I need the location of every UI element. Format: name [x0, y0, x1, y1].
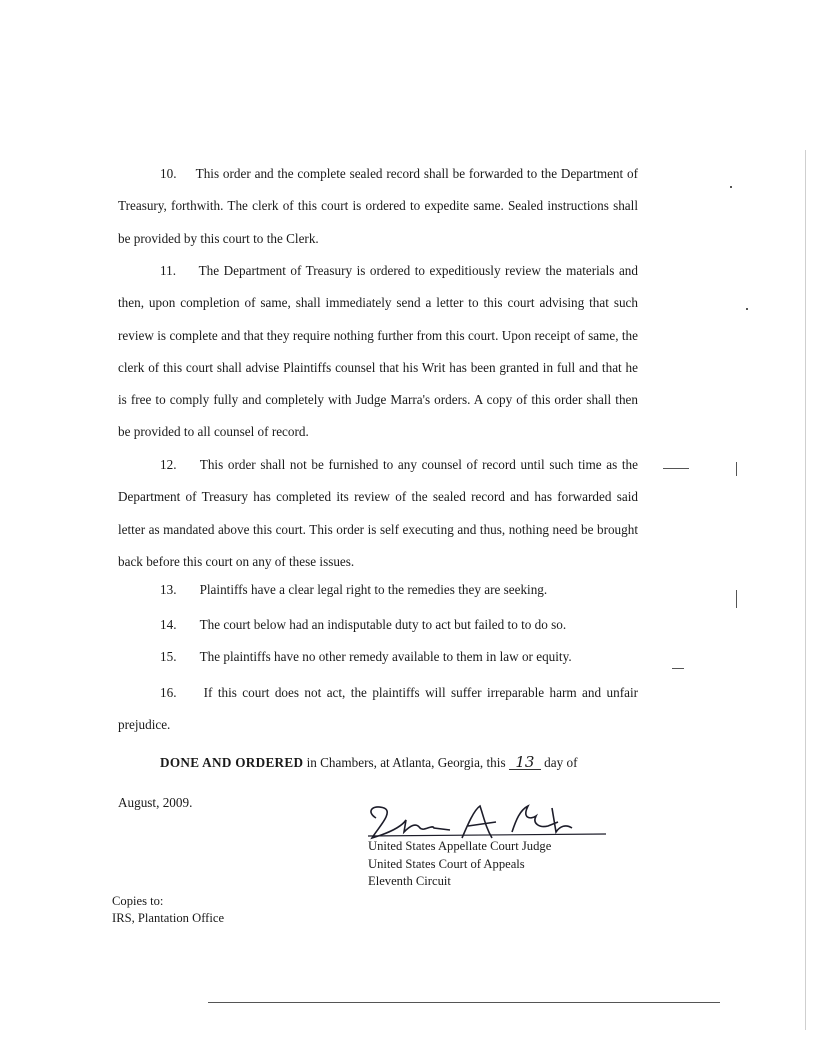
scan-footer-line: [208, 1002, 720, 1003]
paragraph-14: [160, 617, 566, 633]
paragraph-text: The plaintiffs have no other remedy available to them in law or equity.: [199, 649, 572, 664]
order-date: August, 2009.: [118, 795, 193, 810]
paragraph-text: The court below had an indisputable duty to act but failed to to do so.: [199, 617, 567, 632]
paragraph-text: This order and the complete sealed record shall be forwarded to the Department of Treasury, forthwith. The clerk of this court is ordered to expedite same. Sealed instructions shall be provided by this court to the Clerk.: [118, 166, 638, 246]
paragraph-text: This order shall not be furnished to any counsel of record until such time as the Department of Treasury has completed its review of the sealed record and has forwarded said letter as mandated above this court. This order is self executing and thus, nothing need be brought back before this court on any of these issues.: [118, 457, 638, 569]
scan-speck: [736, 462, 737, 476]
court-name: United States Court of Appeals: [368, 856, 525, 871]
paragraph-number: 13.: [160, 582, 177, 597]
scan-speck: [736, 590, 737, 608]
copies-label: Copies to:: [112, 894, 164, 908]
paragraph-number: 12.: [160, 457, 177, 472]
done-text-day-of: day of: [544, 755, 578, 770]
paragraph-number: 16.: [160, 685, 177, 700]
done-and-ordered-line: [160, 755, 578, 771]
scan-speck: [730, 186, 732, 188]
paragraph-10: [118, 158, 638, 255]
paragraph-number: 10.: [160, 166, 177, 181]
paragraph-15: [160, 649, 572, 665]
scan-speck: [672, 668, 684, 669]
day-handwritten: 13: [509, 755, 541, 770]
paragraph-number: 15.: [160, 649, 177, 664]
scan-speck: [805, 150, 806, 1030]
circuit-name: Eleventh Circuit: [368, 874, 451, 888]
paragraph-12: [118, 449, 638, 578]
signature-block: [368, 838, 551, 891]
paragraph-number: 14.: [160, 617, 177, 632]
copies-recipient: IRS, Plantation Office: [112, 911, 225, 925]
done-text: in Chambers, at Atlanta, Georgia, this: [306, 755, 506, 770]
done-and-ordered-heading: DONE AND ORDERED: [160, 755, 304, 770]
paragraph-text: The Department of Treasury is ordered to expeditiously review the materials and then, upon completion of same, shall immediately send a letter to this court advising that such review is complete and that they require nothing further from this court. Upon receipt of same, the clerk of this court shall advise Plaintiffs counsel that his Writ has been granted in full and that he is free to comply fully and completely with Judge Marra's orders. A copy of this order shall then be provided to all counsel of record.: [118, 263, 638, 440]
paragraph-number: 11.: [160, 263, 176, 278]
copies-block: [112, 893, 224, 927]
paragraph-13: [160, 582, 547, 598]
paragraph-11: [118, 255, 638, 449]
judge-title: United States Appellate Court Judge: [368, 839, 552, 853]
scan-speck: [746, 308, 748, 310]
paragraph-text: Plaintiffs have a clear legal right to the remedies they are seeking.: [199, 582, 548, 597]
paragraph-16: [118, 677, 638, 742]
scan-speck: [663, 468, 689, 469]
paragraph-text: If this court does not act, the plaintiffs will suffer irreparable harm and unfair prejudice.: [118, 685, 638, 733]
